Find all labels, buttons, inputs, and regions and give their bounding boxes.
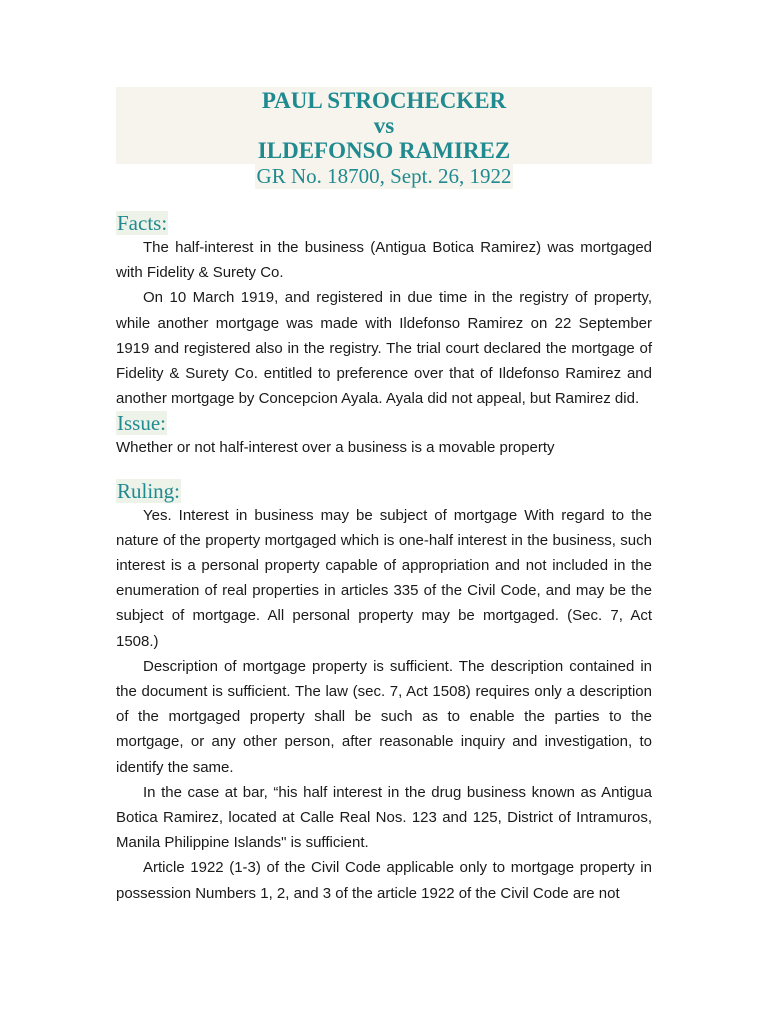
- document-page: [116, 87, 652, 906]
- issue-section: [116, 411, 652, 460]
- case-title-versus: vs: [373, 113, 395, 138]
- issue-heading: Issue:: [117, 411, 166, 436]
- case-title-respondent: ILDEFONSO RAMIREZ: [257, 138, 511, 163]
- ruling-paragraph: In the case at bar, “his half interest in the drug business known as Antigua Botica Ramirez, located at Calle Real Nos. 123 and 125, District of Intramuros, Manila Philippine Islands" is sufficient.: [116, 783, 652, 852]
- case-title-petitioner: PAUL STROCHECKER: [261, 88, 507, 113]
- issue-text: Whether or not half-interest over a business is a movable property: [116, 439, 555, 457]
- case-citation: GR No. 18700, Sept. 26, 1922: [256, 164, 512, 188]
- ruling-paragraph: Article 1922 (1-3) of the Civil Code applicable only to mortgage property in possession Numbers 1, 2, and 3 of the article 1922 of the Civil Code are not: [116, 859, 652, 902]
- facts-heading: Facts:: [117, 211, 168, 235]
- ruling-paragraph: Yes. Interest in business may be subject of mortgage With regard to the nature of the property mortgaged which is one-half interest in the business, such interest is a personal property capable of appropriation and not included in the enumeration of real properties in articles 335 of the Civil Code, and may be the subject of mortgage. All personal property may be mortgaged. (Sec. 7, Act 1508.): [116, 506, 652, 650]
- ruling-paragraph: Description of mortgage property is sufficient. The description contained in the document is sufficient. The law (sec. 7, Act 1508) requires only a description of the mortgaged property shall be such as to enable the parties to the mortgage, or any other person, after reasonable inquiry and investigation, to identify the same.: [116, 657, 652, 776]
- ruling-section: [116, 479, 652, 906]
- case-citation-wrap: [116, 164, 652, 189]
- ruling-heading: Ruling:: [117, 478, 181, 503]
- case-title-block: [116, 87, 652, 164]
- facts-paragraph: On 10 March 1919, and registered in due time in the registry of property, while another mortgage was made with Ildefonso Ramirez on 22 September 1919 and registered also in the registry. The trial court declared the mortgage of Fidelity & Surety Co. entitled to preference over that of Ildefonso Ramirez and another mortgage by Concepcion Ayala. Ayala did not appeal, but Ramirez did.: [116, 289, 652, 408]
- facts-paragraph: The half-interest in the business (Antigua Botica Ramirez) was mortgaged with Fidelity & Surety Co.: [116, 239, 652, 282]
- facts-section: [116, 211, 652, 411]
